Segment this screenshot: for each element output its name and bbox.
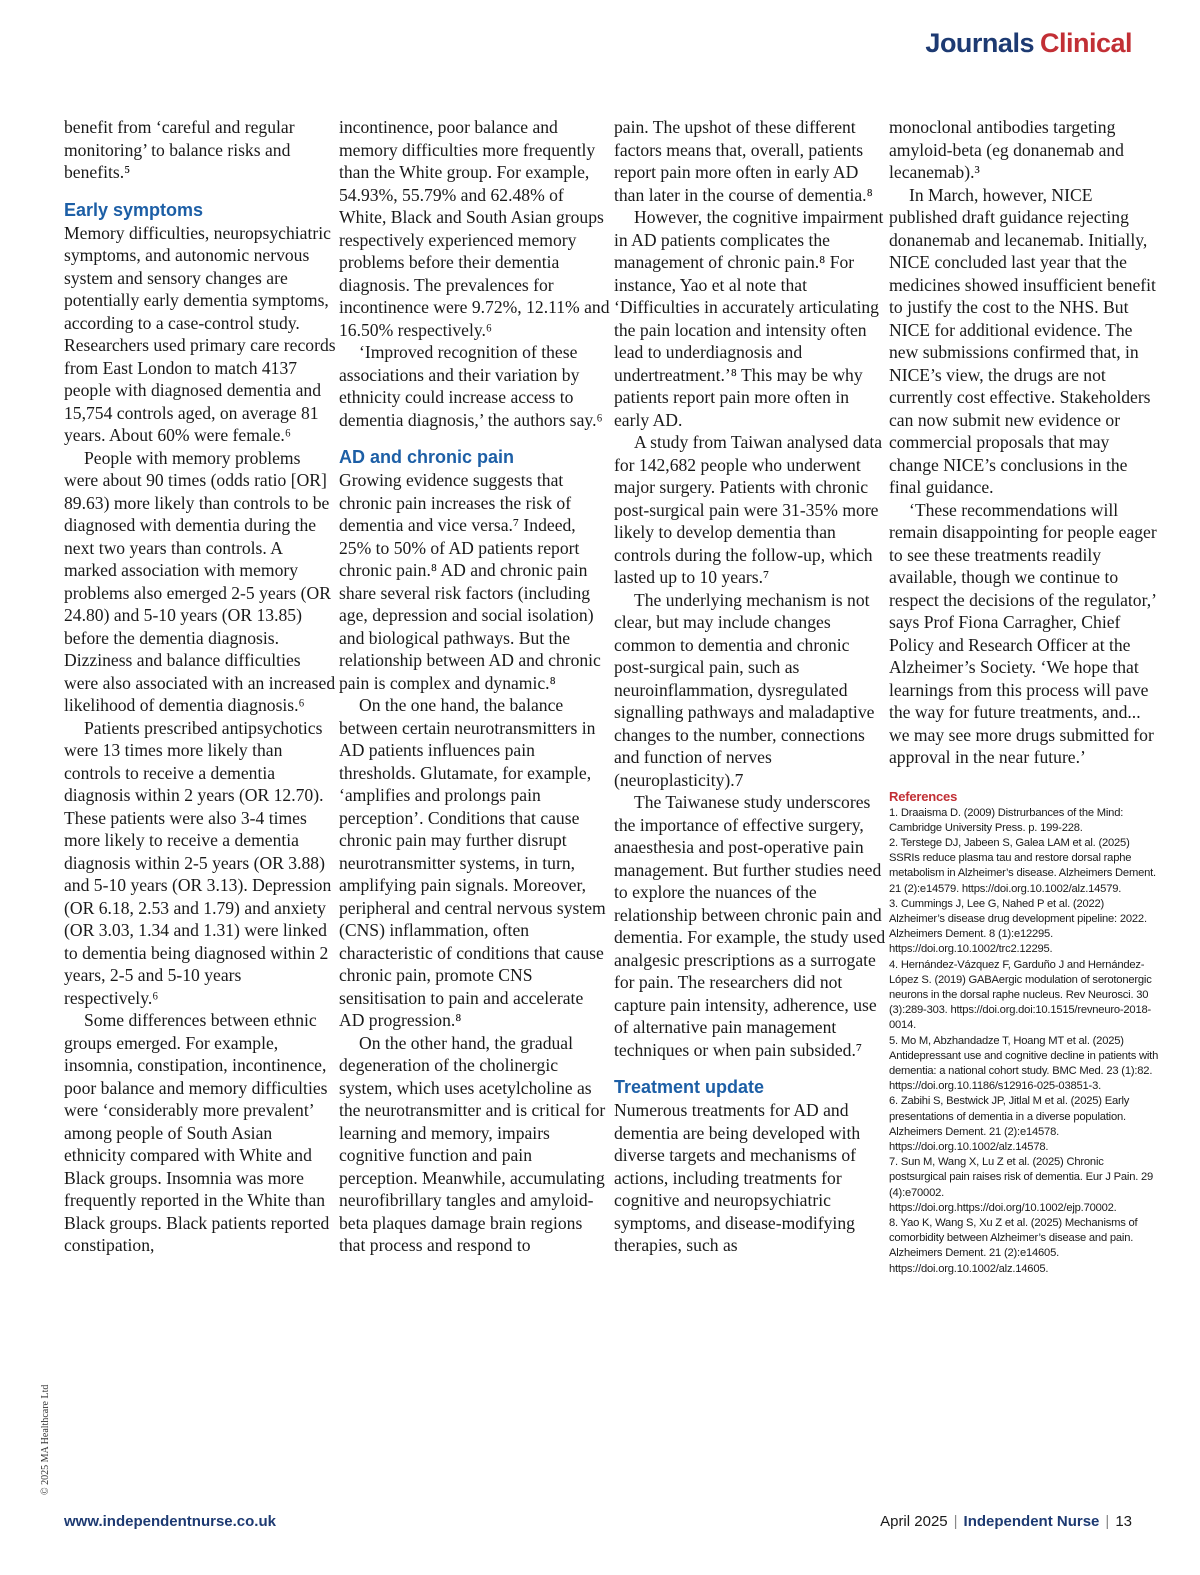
body-paragraph: monoclonal antibodies targeting amyloid-beta (eg donanemab and lecanemab).³ (889, 117, 1124, 182)
body-paragraph: Some differences between ethnic groups emerged. For example, insomnia, constipation, incontinence, poor balance and memory difficulties were ‘considerably more prevalent’ among people of South Asian ethnicity compared with White and Black groups. Insomnia was more frequently reported in the White than Black groups. Black patients reported constipation, (64, 1010, 330, 1255)
footer-date: April 2025 (880, 1513, 948, 1530)
body-paragraph: However, the cognitive impairment in AD patients complicates the management of chronic pain.⁸ For instance, Yao et al note that ‘Difficulties in accurately articulating the pain location and intensity often lead to underdiagnosis and undertreatment.’⁸ This may be why patients report pain more often in early AD. (614, 207, 884, 430)
body-paragraph: On the one hand, the balance between certain neurotransmitters in AD patients influences pain thresholds. Glutamate, for example, ‘amplifies and prolongs pain perception’. Conditions that cause chronic pain may further disrupt neurotransmitter systems, in turn, amplifying pain signals. Moreover, peripheral and central nervous system (CNS) inflammation, often characteristic of conditions that cause chronic pain, promote CNS sensitisation to pain and accelerate AD progression.⁸ (339, 695, 606, 1030)
section-heading: Early symptoms (64, 199, 204, 220)
body-paragraph: Numerous treatments for AD and dementia are being developed with diverse targets and mechanisms of actions, including treatments for cognitive and neuropsychiatric symptoms, and disease-modifying therapies, such as (614, 1100, 861, 1255)
section-heading: AD and chronic pain (339, 447, 515, 467)
body-paragraph: incontinence, poor balance and memory difficulties more frequently than the White group. For example, 54.93%, 55.79% and 62.48% of White, Black and South Asian groups respectively experienced memory problems before their dementia diagnosis. The prevalences for incontinence were 9.72%, 12.11% and 16.50% respectively.⁶ (339, 117, 610, 340)
body-paragraph: In March, however, NICE published draft guidance rejecting donanemab and lecanemab. Initially, NICE concluded last year that the medicines showed insufficient benefit to justify the cost to the NHS. But NICE for additional evidence. The new submissions confirmed that, in NICE’s view, the drugs are not currently cost effective. Stakeholders can now submit new evidence or commercial proposals that may change NICE’s conclusions in the final guidance. (889, 184, 1156, 497)
body-paragraph: Patients prescribed antipsychotics were 13 times more likely than controls to receive a dementia diagnosis within 2 years (OR 12.70). These patients were also 3-4 times more likely to receive a dementia diagnosis within 2-5 years (OR 3.88) and 5-10 years (OR 3.13). Depression (OR 6.18, 2.53 and 1.79) and anxiety (OR 3.03, 1.34 and 1.31) were linked to dementia being diagnosed within 2 years, 2-5 and 5-10 years respectively.⁶ (64, 717, 332, 1008)
article-column-4 (889, 116, 1161, 1277)
reference-item: 6. Zabihi S, Bestwick JP, Jitlal M et al. (2025) Early presentations of dementia in a diverse population. Alzheimers Dement. 21 (2):e14578. https://doi.org.10.1002/alz.14578. (889, 1095, 1130, 1153)
footer-page-number: 13 (1115, 1513, 1132, 1530)
header-journals: Journals (925, 28, 1034, 58)
body-paragraph: People with memory problems were about 90 times (odds ratio [OR] 89.63) more likely than controls to be diagnosed with dementia during the next two years than controls. A marked association with memory problems also emerged 2-5 years (OR 24.80) and 5-10 years (OR 13.85) before the dementia diagnosis. Dizziness and balance difficulties were also associated with an increased likelihood of dementia diagnosis.⁶ (64, 447, 336, 715)
body-paragraph: pain. The upshot of these different factors means that, overall, patients report pain more often in early AD than later in the course of dementia.⁸ (614, 117, 873, 205)
body-paragraph: The underlying mechanism is not clear, but may include changes common to dementia and chronic post-surgical pain, such as neuroinflammation, dysregulated signalling pathways and maladaptive changes to the number, connections and function of nerves (neuroplasticity).7 (614, 589, 875, 790)
section-heading: Treatment update (614, 1077, 765, 1097)
body-paragraph: Growing evidence suggests that chronic pain increases the risk of dementia and vice versa.⁷ Indeed, 25% to 50% of AD patients report chronic pain.⁸ AD and chronic pain share several risk factors (including age, depression and social isolation) and biological pathways. But the relationship between AD and chronic pain is complex and dynamic.⁸ (339, 470, 601, 693)
footer-separator: | (953, 1513, 958, 1530)
body-paragraph: Memory difficulties, neuropsychiatric symptoms, and autonomic nervous system and sensory changes are potentially early dementia symptoms, according to a case-control study. Researchers used primary care records from East London to match 4137 people with diagnosed dementia and 15,754 controls aged, on average 81 years. About 60% were female.⁶ (64, 222, 336, 445)
reference-item: 2. Terstege DJ, Jabeen S, Galea LAM et al. (2025) SSRIs reduce plasma tau and restore dorsal raphe metabolism in Alzheimer’s disease. Alzheimers Dement. 21 (2):e14579. https://doi.org.10.1002/alz.14579. (889, 836, 1156, 895)
reference-item: 1. Draaisma D. (2009) Distrurbances of the Mind: Cambridge University Press. p. 199-228. (889, 806, 1124, 834)
journal-section-header (925, 28, 1132, 59)
article-column-3 (614, 116, 886, 1257)
body-paragraph: ‘Improved recognition of these associations and their variation by ethnicity could increase access to dementia diagnosis,’ the authors say.⁶ (339, 342, 603, 430)
article-column-1 (64, 116, 336, 1257)
header-clinical: Clinical (1039, 28, 1132, 58)
body-paragraph: On the other hand, the gradual degeneration of the cholinergic system, which uses acetylcholine as the neurotransmitter and is critical for learning and memory, impairs cognitive function and pain perception. Meanwhile, accumulating neurofibrillary tangles and amyloid-beta plaques damage brain regions that process and respond to (339, 1032, 606, 1255)
references-section (889, 789, 1161, 1277)
footer-issue-info (880, 1513, 1132, 1530)
reference-item: 7. Sun M, Wang X, Lu Z et al. (2025) Chronic postsurgical pain raises risk of dementia. Eur J Pain. 29 (4):e70002. https://doi.org.https://doi.org/10.1002/ejp.70002. (889, 1156, 1154, 1214)
reference-item: 4. Hernández-Vázquez F, Garduño J and Hernández-López S. (2019) GABAergic modulation of serotonergic neurons in the dorsal raphe nucleus. Rev Neurosci. 30 (3):289-303. https://doi.org.doi:10.1515/revneuro-2018-0014. (889, 958, 1152, 1032)
reference-item: 3. Cummings J, Lee G, Nahed P et al. (2022) Alzheimer’s disease drug development pipeline: 2022. Alzheimers Dement. 8 (1):e12295. https://doi.org.10.1002/trc2.12295. (889, 897, 1147, 956)
body-paragraph: The Taiwanese study underscores the importance of effective surgery, anaesthesia and post-operative pain management. But further studies need to explore the nuances of the relationship between chronic pain and dementia. For example, the study used analgesic prescriptions as a surrogate for pain. The researchers did not capture pain intensity, adherence, use of alternative pain management techniques or when pain subsided.⁷ (614, 792, 886, 1060)
footer-website-link[interactable]: www.independentnurse.co.uk (64, 1513, 276, 1530)
article-column-2 (339, 116, 611, 1257)
copyright-notice: © 2025 MA Healthcare Ltd (40, 1384, 51, 1495)
reference-item: 5. Mo M, Abzhandadze T, Hoang MT et al. (2025) Antidepressant use and cognitive decline in patients with dementia: a national cohort study. BMC Med. 23 (1):82. https://doi.org.10.1186/s12916-025-03851-3. (889, 1034, 1159, 1093)
body-paragraph: benefit from ‘careful and regular monitoring’ to balance risks and benefits.⁵ (64, 117, 295, 182)
footer-journal-name: Independent Nurse (963, 1513, 1100, 1530)
reference-item: 8. Yao K, Wang S, Xu Z et al. (2025) Mechanisms of comorbidity between Alzheimer’s disease and pain. Alzheimers Dement. 21 (2):e14605. https://doi.org.10.1002/alz.14605. (889, 1216, 1138, 1275)
footer-separator: | (1105, 1513, 1110, 1530)
body-paragraph: A study from Taiwan analysed data for 142,682 people who underwent major surgery. Patients with chronic post-surgical pain were 31-35% more likely to develop dementia than controls during the follow-up, which lasted up to 10 years.⁷ (614, 432, 883, 587)
body-paragraph: ‘These recommendations will remain disappointing for people eager to see these treatments readily available, though we continue to respect the decisions of the regulator,’ says Prof Fiona Carragher, Chief Policy and Research Officer at the Alzheimer’s Society. ‘We hope that learnings from this process will pave the way for future treatments, and... we may see more drugs submitted for approval in the near future.’ (889, 499, 1157, 767)
references-title: References (889, 788, 958, 804)
